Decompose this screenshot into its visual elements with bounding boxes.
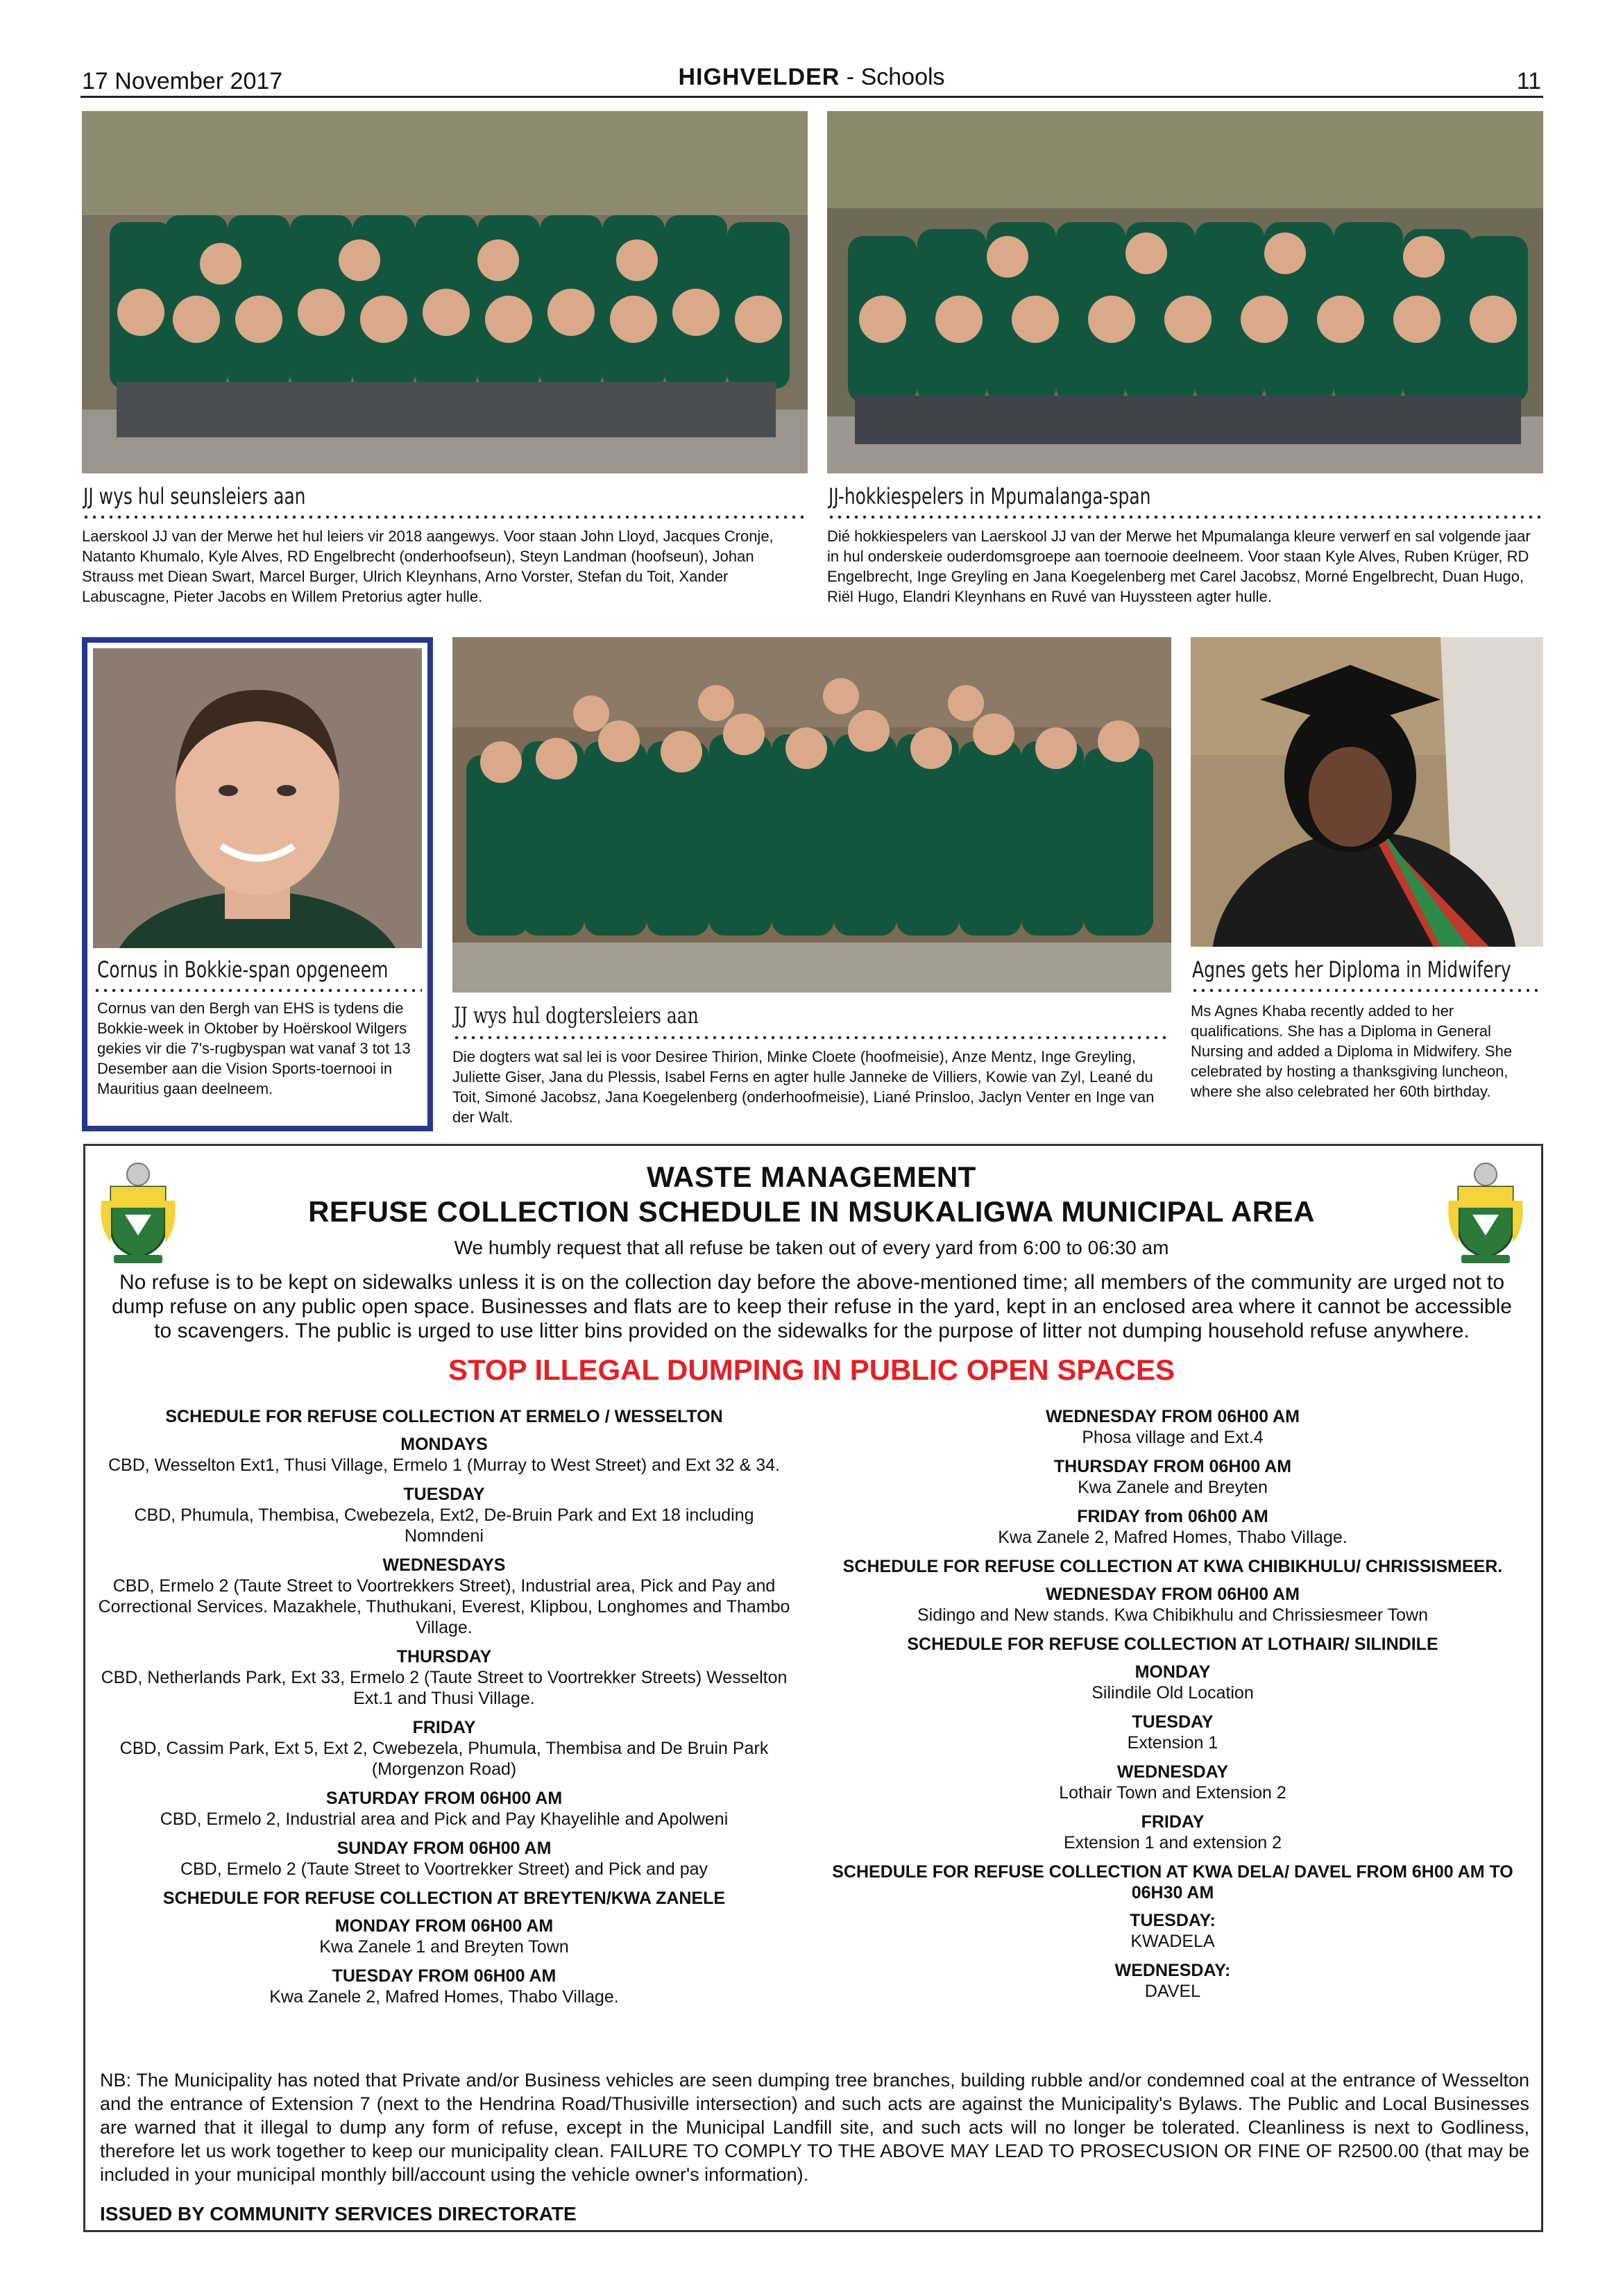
schedule-areas: Extension 1 — [1127, 1733, 1218, 1753]
schedule-heading: FRIDAY — [1141, 1812, 1205, 1832]
schedule-heading: SCHEDULE FOR REFUSE COLLECTION AT LOTHAIR/ SILINDILE — [907, 1635, 1438, 1654]
schedule-areas: Silindile Old Location — [1091, 1683, 1254, 1703]
hockey-caption: Dié hokkiespelers van Laerskool JJ van der Merwe het Mpumalanga kleure verwerf en sal volgende jaar in hul onderskeie ouderdomsgroepe aan toernooie deelneem. Voor staan Kyle Alves, Ruben Krüger, RD Engelbrecht, Inge Greyling en Jana Koegelenberg met Carel Jacobsz, Morné Engelbrecht, Duan Hugo, Riël Hugo, Elandri Kleynhans en Ruvé van Huyssteen agter hulle. — [827, 527, 1531, 605]
schedule-areas: Lothair Town and Extension 2 — [1059, 1783, 1286, 1803]
hockey-heading: JJ-hokkiespelers in Mpumalanga-span — [829, 483, 1151, 509]
boys-heading: JJ wys hul seunsleiers aan — [83, 483, 306, 509]
schedule-left-column — [97, 1406, 791, 2016]
schedule-heading: MONDAY FROM 06H00 AM — [334, 1916, 554, 1936]
schedule-areas: CBD, Ermelo 2 (Taute Street to Voortrekkers Street), Industrial area, Pick and Pay and Correctional Services. Mazakhele, Thuthukani, Everest, Klipbou, Longhomes and Thambo Village. — [98, 1576, 790, 1637]
schedule-right-column — [819, 1406, 1527, 2010]
schedule-heading: TUESDAY — [1132, 1712, 1214, 1732]
agnes-heading: Agnes gets her Diploma in Midwifery — [1192, 956, 1511, 983]
schedule-areas: Extension 1 and extension 2 — [1063, 1833, 1282, 1852]
notice-title: WASTE MANAGEMENT — [647, 1160, 976, 1193]
schedule-areas: CBD, Phumula, Thembisa, Cwebezela, Ext2, De-Bruin Park and Ext 18 including Nomndeni — [134, 1505, 754, 1546]
cornus-dotted-rule — [93, 988, 422, 993]
schedule-heading: SATURDAY FROM 06H00 AM — [325, 1789, 563, 1808]
section-name: - Schools — [840, 64, 945, 90]
boys-dotted-rule — [82, 515, 808, 519]
schedule-heading: TUESDAY: — [1130, 1911, 1216, 1930]
schedule-heading: SUNDAY FROM 06H00 AM — [337, 1839, 552, 1858]
schedule-areas: Kwa Zanele 2, Mafred Homes, Thabo Village. — [269, 1987, 619, 2007]
schedule-areas: CBD, Ermelo 2, Industrial area and Pick and Pay Khayelihle and Apolweni — [160, 1809, 729, 1829]
boys-caption: Laerskool JJ van der Merwe het hul leiers vir 2018 aangewys. Voor staan John Lloyd, Jacques Cronje, Natanto Khumalo, Kyle Alves, RD Engelbrecht (onderhoofseun), Steyn Landman (hoofseun), Johan Strauss met Diean Swart, Marcel Burger, Ulrich Kleynhans, Arno Vorster, Stefan du Toit, Xander Labuscagne, Pieter Jacobs en Willem Pretorius agter hulle. — [82, 527, 774, 605]
schedule-heading: SCHEDULE FOR REFUSE COLLECTION AT KWA CHIBIKHULU/ CHRISSISMEER. — [842, 1557, 1503, 1576]
schedule-areas: Sidingo and New stands. Kwa Chibikhulu and Chrissiesmeer Town — [917, 1605, 1429, 1625]
schedule-heading: THURSDAY — [396, 1647, 492, 1666]
notice-paragraph: No refuse is to be kept on sidewalks unless it is on the collection day before the above-mentioned time; all members of the community are urged not to dump refuse on any public open space. Businesses and flats are to keep their refuse in the yard, kept in an enclosed area where it cannot be accessible to scavengers. The public is urged to use litter bins provided on the sidewalks for the purpose of litter not dumping household refuse anywhere. — [112, 1271, 1512, 1342]
cornus-heading: Cornus in Bokkie-span opgeneem — [97, 956, 389, 983]
girls-dotted-rule — [452, 1036, 1171, 1040]
photo-agnes-graduation — [1191, 637, 1543, 947]
schedule-heading: TUESDAY FROM 06H00 AM — [332, 1966, 556, 1986]
schedule-heading: WEDNESDAY: — [1114, 1961, 1231, 1980]
schedule-heading: SCHEDULE FOR REFUSE COLLECTION AT KWA DELA/ DAVEL FROM 6H00 AM TO 06H30 AM — [832, 1862, 1513, 1902]
issued-by: ISSUED BY COMMUNITY SERVICES DIRECTORATE — [100, 2203, 577, 2225]
schedule-heading: THURSDAY FROM 06H00 AM — [1053, 1457, 1292, 1476]
schedule-heading: FRIDAY — [412, 1718, 476, 1737]
page-number: 11 — [1516, 68, 1541, 94]
masthead-rule — [80, 96, 1543, 98]
schedule-areas: CBD, Netherlands Park, Ext 33, Ermelo 2 (Taute Street to Voortrekker Streets) Wesselton Ext.1 and Thusi Village. — [101, 1668, 788, 1708]
schedule-heading: WEDNESDAY — [1116, 1762, 1229, 1782]
agnes-caption: Ms Agnes Khaba recently added to her qualifications. She has a Diploma in General Nursing and added a Diploma in Midwifery. She celebrated by hosting a thanksgiving luncheon, where she also celebrated her 60th birthday. — [1191, 1002, 1513, 1100]
schedule-heading: TUESDAY — [403, 1485, 485, 1504]
notice-subtitle: REFUSE COLLECTION SCHEDULE IN MSUKALIGWA MUNICIPAL AREA — [308, 1195, 1315, 1228]
girls-heading: JJ wys hul dogtersleiers aan — [454, 1002, 699, 1029]
stop-dumping-banner: STOP ILLEGAL DUMPING IN PUBLIC OPEN SPACES — [448, 1353, 1175, 1386]
schedule-areas: CBD, Ermelo 2 (Taute Street to Voortrekker Street) and Pick and pay — [180, 1859, 708, 1879]
schedule-areas: Kwa Zanele and Breyten — [1078, 1478, 1268, 1497]
schedule-areas: KWADELA — [1130, 1932, 1215, 1951]
girls-caption: Die dogters wat sal lei is voor Desiree Thirion, Minke Cloete (hoofmeisie), Anze Mentz, Inge Greyling, Juliette Giser, Jana du Plessis, Isabel Ferns en agter hulle Janneke de Villiers, Kowie van Zyl, Leané du Toit, Simoné Jacobsz, Jana Koegelenberg (onderhoofmeisie), Liané Prinsloo, Jaclyn Venter en Inge van der Walt. — [452, 1048, 1155, 1126]
schedule-areas: CBD, Wesselton Ext1, Thusi Village, Ermelo 1 (Murray to West Street) and Ext 32 & 34. — [108, 1455, 780, 1475]
photo-hockey-players — [827, 111, 1543, 473]
cornus-feature-box — [82, 637, 433, 1131]
schedule-areas: DAVEL — [1144, 1982, 1201, 2001]
schedule-heading: WEDNESDAYS — [382, 1555, 506, 1575]
photo-cornus-portrait — [93, 648, 422, 948]
publication-name: HIGHVELDER — [678, 64, 840, 90]
schedule-areas: Phosa village and Ext.4 — [1082, 1428, 1264, 1447]
schedule-heading: WEDNESDAY FROM 06H00 AM — [1046, 1585, 1300, 1604]
schedule-areas: Kwa Zanele 1 and Breyten Town — [319, 1937, 569, 1957]
photo-girls-leaders — [452, 637, 1171, 993]
hockey-dotted-rule — [827, 515, 1543, 519]
agnes-dotted-rule — [1191, 988, 1543, 993]
photo-boys-leaders — [82, 111, 808, 473]
notice-nb-paragraph: NB: The Municipality has noted that Private and/or Business vehicles are seen dumping tree branches, building rubble and/or condemned coal at the entrance of Wesselton and the entrance of Extension 7 (next to the Hendrina Road/Thusiville intersection) and such acts are against the Municipality's Bylaws. The Public and Local Businesses are warned that it illegal to dump any form of refuse, except in the Municipal Landfill site, and such acts will no longer be tolerated. Cleanliness is next to Godliness, therefore let us work together to keep our municipality clean. FAILURE TO COMPLY TO THE ABOVE MAY LEAD TO PROSECUSION OR FINE OF R2500.00 (that may be included in your municipal monthly bill/account using the vehicle owner's information). — [100, 2070, 1529, 2185]
masthead-title — [0, 64, 1623, 91]
schedule-heading: SCHEDULE FOR REFUSE COLLECTION AT ERMELO / WESSELTON — [165, 1407, 723, 1426]
schedule-heading: MONDAY — [1135, 1662, 1211, 1682]
schedule-heading: WEDNESDAY FROM 06H00 AM — [1046, 1407, 1300, 1426]
schedule-areas: CBD, Cassim Park, Ext 5, Ext 2, Cwebezela, Phumula, Thembisa and De Bruin Park (Morgenzon Road) — [119, 1739, 769, 1779]
schedule-areas: Kwa Zanele 2, Mafred Homes, Thabo Village. — [998, 1528, 1348, 1547]
cornus-caption: Cornus van den Bergh van EHS is tydens die Bokkie-week in Oktober by Hoërskool Wilgers gekies vir die 7's-rugbyspan wat vanaf 3 tot 13 Desember aan die Vision Sports-toernooi in Mauritius gaan deelneem. — [97, 999, 411, 1097]
notice-request: We humbly request that all refuse be taken out of every yard from 6:00 to 06:30 am — [454, 1237, 1169, 1258]
schedule-heading: SCHEDULE FOR REFUSE COLLECTION AT BREYTEN/KWA ZANELE — [162, 1889, 726, 1908]
schedule-heading: FRIDAY from 06h00 AM — [1077, 1507, 1268, 1526]
issue-date: 17 November 2017 — [82, 68, 283, 94]
schedule-heading: MONDAYS — [400, 1435, 488, 1454]
